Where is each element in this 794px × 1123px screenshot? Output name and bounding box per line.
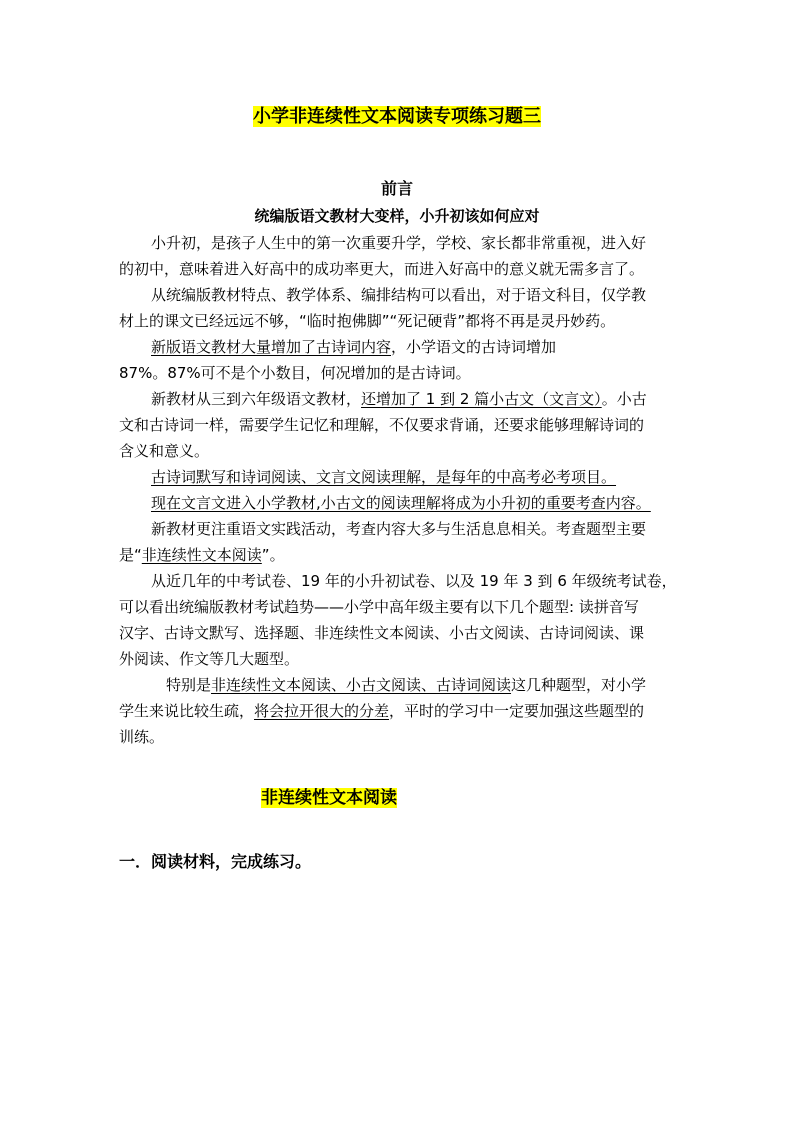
- body-line: 汉字、古诗文默写、选择题、非连续性文本阅读、小古文阅读、古诗词阅读、课: [119, 624, 645, 642]
- section-heading: [261, 785, 397, 811]
- body-line: 是“非连续性文本阅读”。: [119, 546, 285, 564]
- exercise-heading: 一．阅读材料，完成练习。: [119, 852, 312, 871]
- underlined-text: 新版语文教材大量增加了古诗词内容: [151, 338, 392, 356]
- body-line: [119, 464, 677, 490]
- underlined-text: 将会拉开很大的分差: [254, 702, 390, 720]
- body-line: 特别是非连续性文本阅读、小古文阅读、古诗词阅读这几种题型，对小学: [166, 676, 647, 694]
- preface-heading: 前言: [380, 179, 413, 198]
- body-line: 外阅读、作文等几大题型。: [119, 650, 300, 668]
- document-title: [0, 104, 794, 130]
- body-line: 新教材从三到六年级语文教材，还增加了 1 到 2 篇小古文（文言文）。小古: [151, 390, 647, 408]
- section-heading-text: 非连续性文本阅读: [261, 788, 397, 808]
- underlined-text: 还增加了 1 到 2 篇小古文（文言文）: [361, 390, 602, 408]
- body-line: 含义和意义。: [119, 442, 210, 460]
- underlined-text: 非连续性文本阅读: [141, 546, 262, 564]
- underlined-text: 现在文言文进入小学教材,小古文的阅读理解将成为小升初的重要考查内容。: [151, 494, 651, 512]
- body-line: 学生来说比较生疏，将会拉开很大的分差，平时的学习中一定要加强这些题型的: [119, 702, 645, 720]
- body-line: 训练。: [119, 728, 165, 746]
- body-line: 文和古诗词一样，需要学生记忆和理解，不仅要求背诵，还要求能够理解诗词的: [119, 416, 645, 434]
- body-line: 新版语文教材大量增加了古诗词内容，小学语文的古诗词增加: [151, 338, 557, 356]
- body-line: 新教材更注重语文实践活动，考查内容大多与生活息息相关。考查题型主要: [151, 520, 647, 538]
- preface-body: [119, 230, 677, 750]
- body-line: 87%。87%可不是个小数目，何况增加的是古诗词。: [119, 364, 471, 382]
- underlined-text: 非连续性文本阅读、小古文阅读、古诗词阅读: [211, 676, 512, 694]
- body-line: 材上的课文已经远远不够，“临时抱佛脚”“死记硬背”都将不再是灵丹妙药。: [119, 312, 616, 330]
- underlined-text: 古诗词默写和诗词阅读、文言文阅读理解，是每年的中高考必考项目。: [151, 468, 617, 486]
- document-title-text: 小学非连续性文本阅读专项练习题三: [253, 106, 541, 127]
- body-line: 小升初，是孩子人生中的第一次重要升学，学校、家长都非常重视，进入好: [151, 234, 647, 252]
- body-line: [119, 490, 677, 516]
- body-line: 可以看出统编版教材考试趋势——小学中高年级主要有以下几个题型: 读拼音写: [119, 598, 639, 616]
- body-line: 从近几年的中考试卷、19 年的小升初试卷、以及 19 年 3 到 6 年级统考试卷，: [151, 572, 677, 590]
- body-line: 的初中，意味着进入好高中的成功率更大，而进入好高中的意义就无需多言了。: [119, 260, 645, 278]
- preface-subheading: 统编版语文教材大变样，小升初该如何应对: [254, 207, 540, 225]
- body-line: 从统编版教材特点、教学体系、编排结构可以看出，对于语文科目，仅学教: [151, 286, 647, 304]
